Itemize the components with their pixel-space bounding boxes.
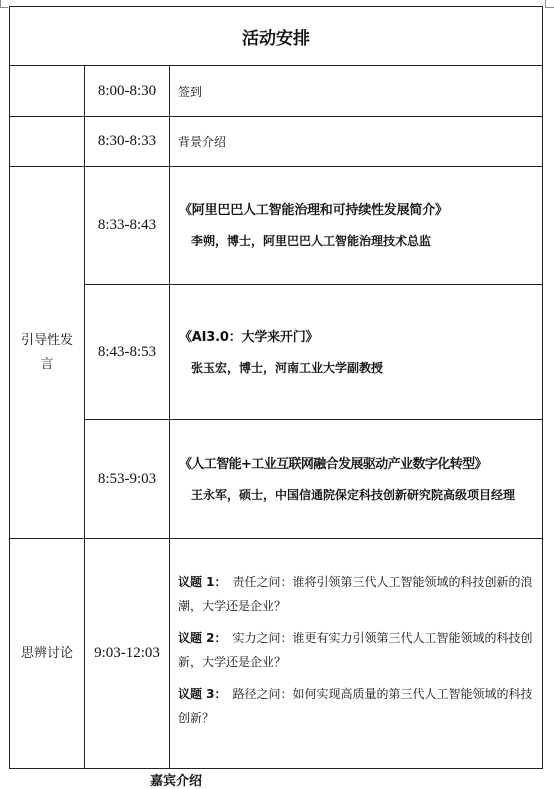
- time-cell: 8:00-8:30: [85, 66, 170, 117]
- table-row: [10, 117, 543, 167]
- debate-topic: [178, 626, 534, 674]
- agenda-item: 背景介绍: [170, 117, 543, 167]
- debate-topic: [178, 570, 534, 618]
- talk-title: 《AI3.0：大学来开门》: [179, 329, 319, 345]
- time-cell: 8:53-9:03: [85, 420, 170, 539]
- time-cell: 8:30-8:33: [85, 117, 170, 167]
- topic-label: 议题 3：: [178, 686, 227, 701]
- debate-topic: [178, 682, 534, 730]
- talk-speaker: 王永军，硕士，中国信通院保定科技创新研究院高级项目经理: [191, 487, 516, 502]
- talk-speaker: 李朔，博士，阿里巴巴人工智能治理技术总监: [191, 234, 432, 248]
- talk-title: 《阿里巴巴人工智能治理和可持续性发展简介》: [179, 203, 448, 218]
- page-corner-mark: [545, 7, 554, 8]
- topic-text: 路径之问：如何实现高质量的第三代人工智能领域的科技创新？: [178, 686, 533, 725]
- topic-label: 议题 2：: [178, 630, 227, 645]
- talk-cell: [170, 285, 543, 420]
- time-cell: 8:33-8:43: [85, 167, 170, 285]
- topic-label: 议题 1：: [178, 574, 227, 589]
- talk-title: 《人工智能+工业互联网融合发展驱动产业数字化转型》: [179, 456, 487, 472]
- table-row: [10, 285, 543, 420]
- agenda-item: 签到: [170, 66, 543, 117]
- talk-speaker: 张玉宏，博士，河南工业大学副教授: [191, 360, 384, 375]
- next-section-heading-fragment: 嘉宾介绍: [150, 774, 203, 789]
- table-row: [10, 167, 543, 285]
- section-label-keynote: 引导性发言: [10, 167, 85, 539]
- page-corner-mark: [0, 7, 8, 8]
- time-cell: 8:43-8:53: [85, 285, 170, 420]
- talk-cell: [170, 167, 543, 285]
- topic-text: 实力之问：谁更有实力引领第三代人工智能领域的科技创新，大学还是企业？: [178, 630, 533, 669]
- section-cell-empty: [10, 117, 85, 167]
- table-row: [10, 66, 543, 117]
- table-row: [10, 420, 543, 539]
- table-row: [10, 539, 543, 769]
- section-cell-empty: [10, 66, 85, 117]
- schedule-title: 活动安排: [10, 7, 543, 66]
- debate-topics-cell: [170, 539, 543, 769]
- time-cell: 9:03-12:03: [85, 539, 170, 769]
- section-label-debate: 思辨讨论: [10, 539, 85, 769]
- schedule-table: [9, 6, 543, 769]
- talk-cell: [170, 420, 543, 539]
- topic-text: 责任之问：谁将引领第三代人工智能领域的科技创新的浪潮，大学还是企业？: [178, 574, 533, 613]
